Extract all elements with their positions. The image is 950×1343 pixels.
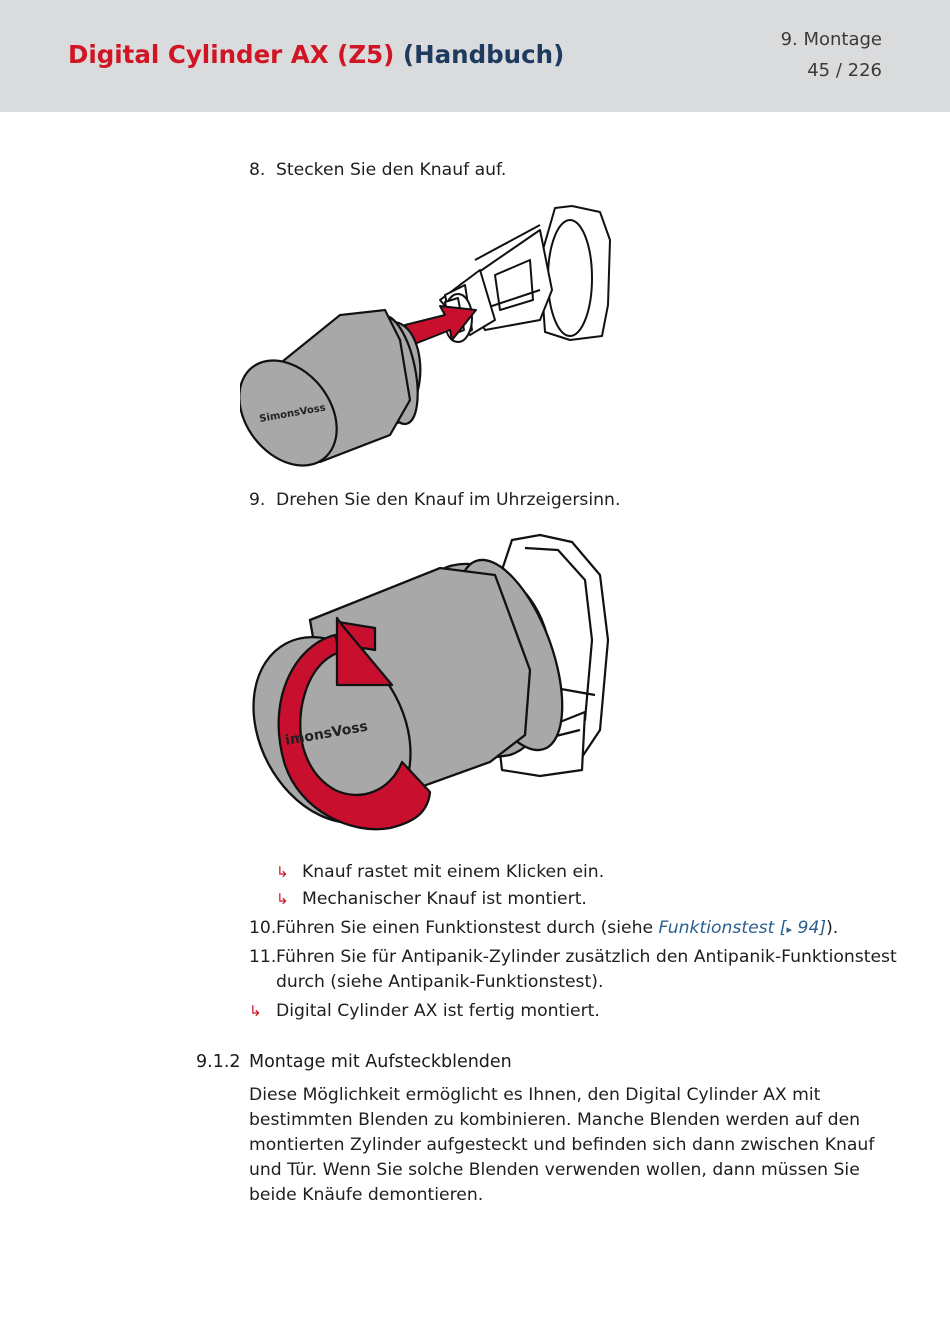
result-arrow-icon: ↳ [249,1002,262,1020]
result-knob-clicks: Knauf rastet mit einem Klicken ein. [302,862,605,882]
document-title-type: (Handbuch) [402,40,565,69]
result-arrow-icon: ↳ [276,863,289,881]
result-knob-mounted: Mechanischer Knauf ist montiert. [302,889,587,909]
final-result-text: Digital Cylinder AX ist fertig montiert. [276,1001,600,1021]
document-title [68,40,564,69]
paragraph-line: montierten Zylinder aufgesteckt und befinden sich dann zwischen Knauf [249,1135,875,1155]
function-test-link-page[interactable]: 94] [797,918,827,938]
step-11-number: 11. [249,947,277,967]
function-test-link-label[interactable]: Funktionstest [ [658,918,787,938]
figure-attach-knob [240,200,620,470]
paragraph-line: und Tür. Wenn Sie solche Blenden verwenden wollen, dann müssen Sie [249,1160,860,1180]
paragraph-line: Diese Möglichkeit ermöglicht es Ihnen, den Digital Cylinder AX mit [249,1085,821,1105]
knob-turn-brand-logo: imonsVoss [283,718,370,749]
step-10-pre: Führen Sie einen Funktionstest durch (siehe [276,918,659,938]
figure-turn-knob [240,530,620,845]
knob-brand-logo: SimonsVoss [258,402,327,425]
step-10-number: 10. [249,918,277,938]
document-title-product: Digital Cylinder AX (Z5) [68,40,395,69]
step-8-text: Stecken Sie den Knauf auf. [276,160,507,180]
function-test-link[interactable] [659,918,827,938]
chapter-label: 9. Montage [780,29,882,50]
section-number: 9.1.2 [196,1052,241,1072]
page-ref-triangle-icon: ▸ [786,923,793,936]
step-9-number: 9. [249,490,266,510]
step-10-post: ). [826,918,839,938]
step-11-line-1: Führen Sie für Antipanik-Zylinder zusätzlich den Antipanik-Funktionstest [276,947,897,967]
result-arrow-icon: ↳ [276,890,289,908]
knob-drawing [240,310,426,470]
paragraph-line: bestimmten Blenden zu kombinieren. Manche Blenden werden auf den [249,1110,861,1130]
section-title: Montage mit Aufsteckblenden [249,1052,512,1072]
section-paragraph [249,1083,889,1208]
page-header [0,0,950,112]
step-10-text [276,916,838,942]
step-8-number: 8. [249,160,266,180]
page-number: 45 / 226 [807,60,882,81]
step-11-line-2: durch (siehe Antipanik-Funktionstest). [276,972,604,992]
paragraph-line: beide Knäufe demontieren. [249,1185,484,1205]
step-9-text: Drehen Sie den Knauf im Uhrzeigersinn. [276,490,621,510]
